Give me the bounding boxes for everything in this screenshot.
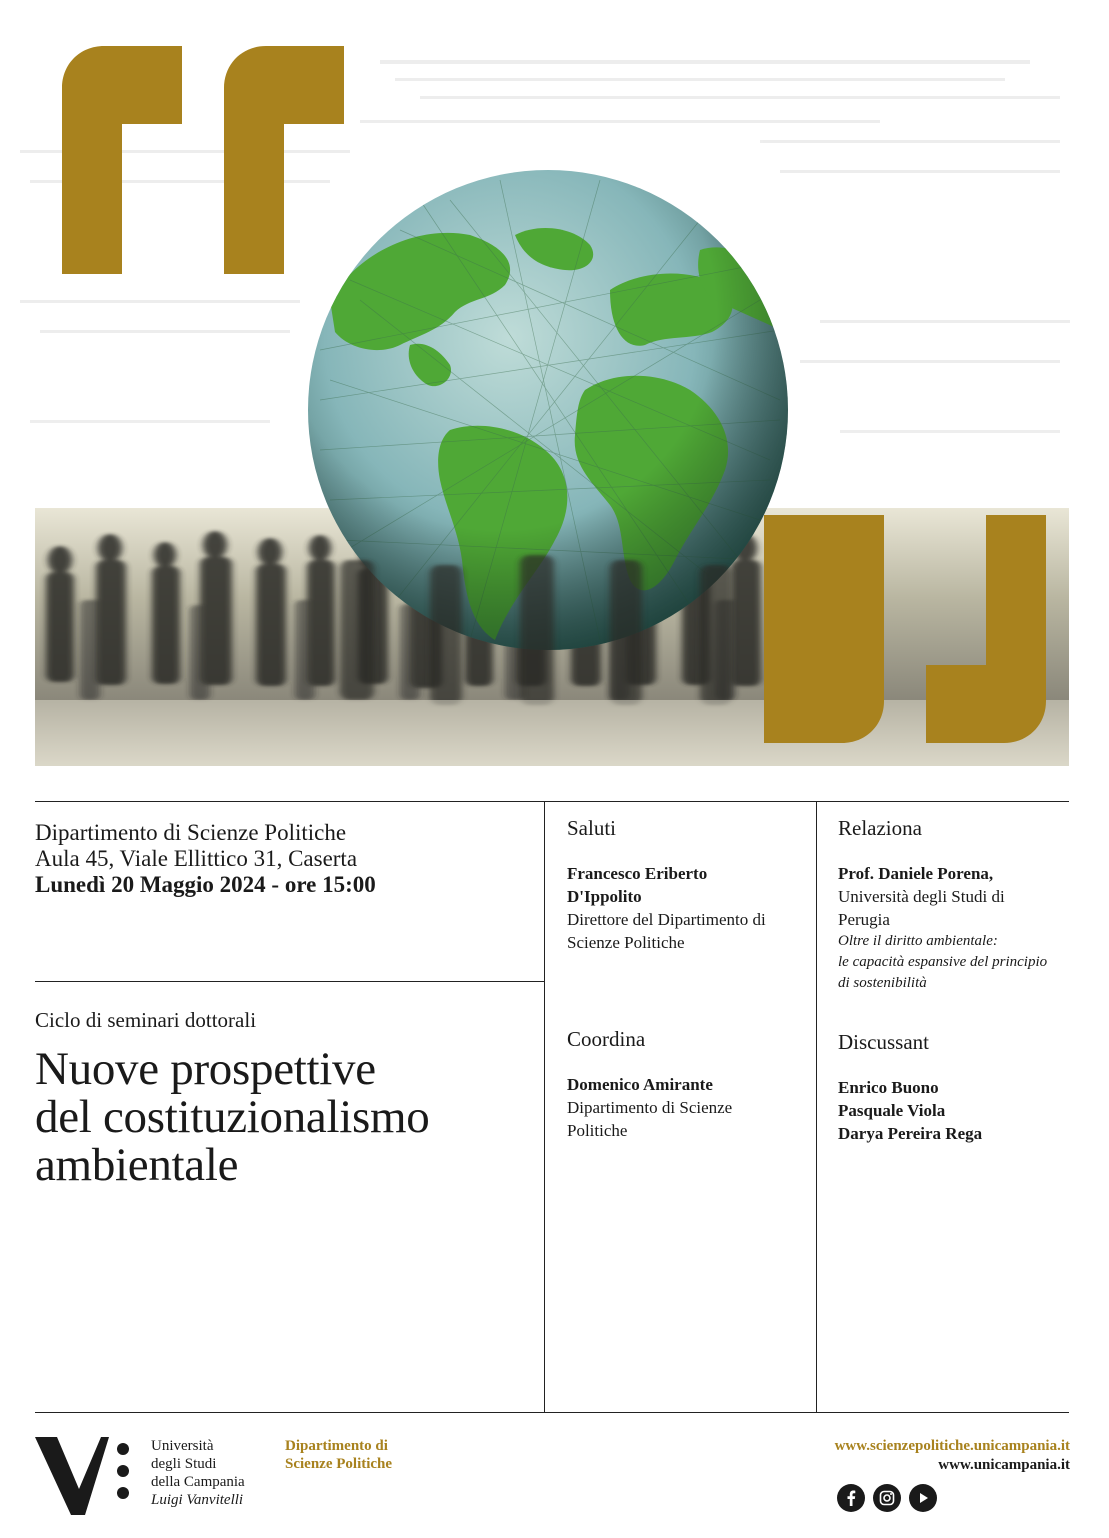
speaker-affiliation: Perugia bbox=[838, 910, 890, 929]
speaker-name: Francesco Eriberto bbox=[567, 864, 708, 883]
event-venue: Aula 45, Viale Ellittico 31, Caserta bbox=[35, 846, 358, 871]
speaker-affiliation: Università degli Studi di bbox=[838, 887, 1005, 906]
speaker-role: Scienze Politiche bbox=[567, 933, 685, 952]
title-line: ambientale bbox=[35, 1139, 239, 1191]
discussant-name: Enrico Buono bbox=[838, 1078, 939, 1097]
facebook-icon[interactable] bbox=[837, 1484, 865, 1512]
department-line: Dipartimento di bbox=[285, 1438, 388, 1454]
divider-col-1 bbox=[544, 801, 545, 1412]
divider-left-mid bbox=[35, 981, 544, 982]
seminar-series bbox=[35, 1007, 535, 1189]
talk-title: di sostenibilità bbox=[838, 975, 927, 991]
section-relaziona bbox=[838, 816, 1088, 994]
talk-title: Oltre il diritto ambientale: bbox=[838, 933, 998, 949]
close-quote-icon bbox=[764, 515, 1046, 743]
section-heading: Relaziona bbox=[838, 816, 922, 840]
section-heading: Saluti bbox=[567, 816, 617, 840]
speaker-name: Domenico Amirante bbox=[567, 1075, 713, 1094]
footer-links bbox=[835, 1437, 1070, 1475]
speaker-name: D'Ippolito bbox=[567, 887, 642, 906]
divider-top bbox=[35, 801, 1069, 802]
talk-title: le capacità espansive del principio bbox=[838, 954, 1048, 970]
university-logo-icon bbox=[35, 1437, 135, 1515]
speaker-role: Politiche bbox=[567, 1121, 628, 1140]
university-subtitle: Luigi Vanvitelli bbox=[151, 1492, 244, 1508]
open-quote-icon bbox=[62, 46, 344, 274]
university-line: della Campania bbox=[151, 1474, 245, 1490]
section-body bbox=[567, 862, 817, 954]
speaker-role: Direttore del Dipartimento di bbox=[567, 910, 766, 929]
title-line: del costituzionalismo bbox=[35, 1091, 430, 1143]
department-website-link[interactable]: www.scienzepolitiche.unicampania.it bbox=[834, 1438, 1070, 1454]
section-body bbox=[567, 1073, 817, 1142]
divider-bottom bbox=[35, 1412, 1069, 1413]
section-body bbox=[838, 862, 1088, 994]
section-coordina bbox=[567, 1027, 817, 1142]
department-name bbox=[285, 1437, 392, 1473]
university-line: degli Studi bbox=[151, 1456, 217, 1472]
social-links bbox=[837, 1484, 937, 1512]
title-line: Nuove prospettive bbox=[35, 1043, 376, 1095]
event-info bbox=[35, 820, 535, 898]
discussant-name: Pasquale Viola bbox=[838, 1101, 946, 1120]
discussant-name: Darya Pereira Rega bbox=[838, 1124, 983, 1143]
section-discussant bbox=[838, 1030, 1088, 1145]
university-website-link[interactable]: www.unicampania.it bbox=[938, 1457, 1070, 1473]
section-heading: Discussant bbox=[838, 1030, 929, 1054]
section-heading: Coordina bbox=[567, 1027, 646, 1051]
event-department: Dipartimento di Scienze Politiche bbox=[35, 820, 347, 845]
series-label: Ciclo di seminari dottorali bbox=[35, 1008, 257, 1032]
section-saluti bbox=[567, 816, 817, 954]
university-line: Università bbox=[151, 1438, 214, 1454]
speaker-role: Dipartimento di Scienze bbox=[567, 1098, 733, 1117]
page-title bbox=[35, 1045, 535, 1189]
speaker-name: Prof. Daniele Porena, bbox=[838, 864, 994, 883]
event-date: Lunedì 20 Maggio 2024 - ore 15:00 bbox=[35, 872, 376, 897]
department-line: Scienze Politiche bbox=[285, 1456, 393, 1472]
section-body bbox=[838, 1076, 1088, 1145]
instagram-icon[interactable] bbox=[873, 1484, 901, 1512]
university-name bbox=[151, 1437, 245, 1509]
youtube-icon[interactable] bbox=[909, 1484, 937, 1512]
